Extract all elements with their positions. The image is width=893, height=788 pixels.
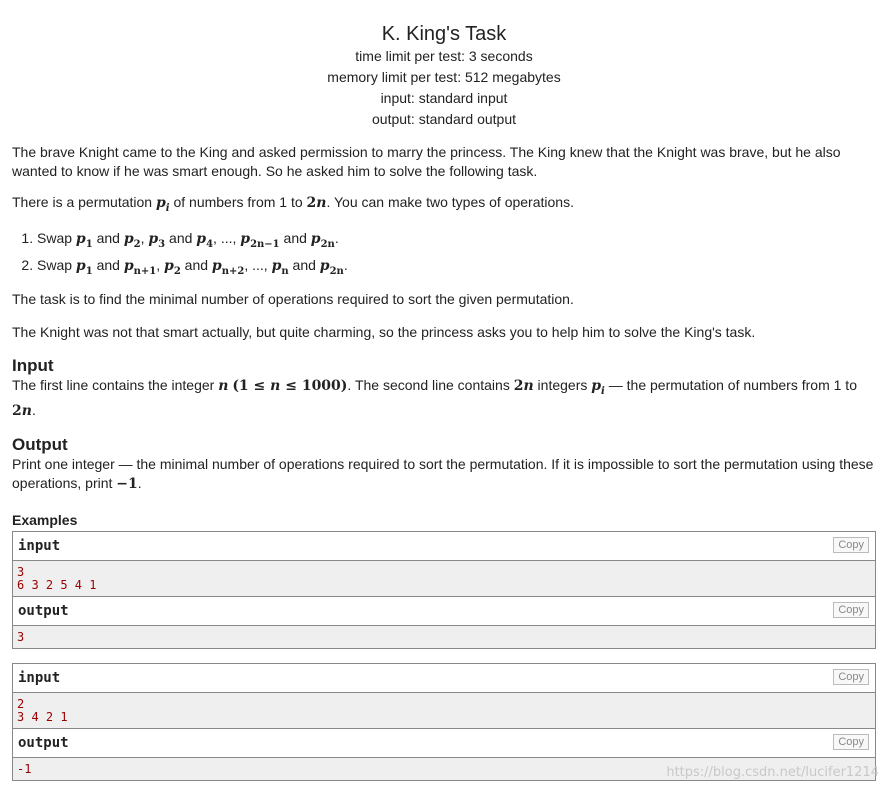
sample-2-input-line: 2 xyxy=(17,697,25,712)
sample-1-input-body xyxy=(13,561,875,597)
time-limit: time limit per test: 3 seconds xyxy=(355,48,533,64)
copy-button[interactable]: Copy xyxy=(833,669,869,685)
input-section-text: The first line contains the integer n (1 ≤ n ≤ 1000). The second line contains 2n integers $p_i$ — the permutation of numbers from 1 to 2n. xyxy=(12,377,857,420)
output-section-text: Print one integer — the minimal number of operations required to sort the permutation. If it is impossible to sort the permutation using these operations, print −1. xyxy=(12,456,874,493)
operations-list xyxy=(12,228,876,282)
statement-paragraph-2: There is a permutation $p_i$ of numbers from 1 to 2n. You can make two types of operations. xyxy=(12,194,574,214)
problem-title: K. King's Task xyxy=(381,23,507,45)
problem-header xyxy=(12,22,876,130)
operation-2: 2. Swap $p_1$ and $p_{n+1}$, $p_2$ and $p_{n+2}$, ..., $p_n$ and $p_{2n}$. xyxy=(37,255,876,282)
sample-2-input-label: input xyxy=(18,670,61,687)
sample-2-input-header xyxy=(13,664,875,693)
sample-2-output-label: output xyxy=(18,735,69,752)
sample-2-input-body xyxy=(13,693,875,729)
statement-paragraph-4: The Knight was not that smart actually, but quite charming, so the princess asks you to help him to solve the King's task. xyxy=(12,324,756,341)
output-section-title: Output xyxy=(12,435,68,455)
watermark: https://blog.csdn.net/lucifer1214 xyxy=(666,765,879,780)
sample-1-output-body xyxy=(13,626,875,648)
memory-limit: memory limit per test: 512 megabytes xyxy=(327,69,561,85)
operation-1: 1. Swap $p_1$ and $p_2$, $p_3$ and $p_4$, ..., $p_{2n-1}$ and $p_{2n}$. xyxy=(37,228,876,255)
sample-test-2 xyxy=(12,663,876,781)
sample-2-input-line: 3 4 2 1 xyxy=(17,710,68,725)
problem-page xyxy=(12,0,876,781)
sample-1-input-label: input xyxy=(18,538,61,555)
sample-2-output-header xyxy=(13,729,875,758)
sample-test-1 xyxy=(12,531,876,649)
input-section-title: Input xyxy=(12,356,54,376)
copy-button[interactable]: Copy xyxy=(833,537,869,553)
sample-1-input-line: 3 xyxy=(17,565,25,580)
copy-button[interactable]: Copy xyxy=(833,734,869,750)
sample-1-output-line: 3 xyxy=(17,630,25,645)
input-section xyxy=(12,356,876,421)
sample-1-input-line: 6 3 2 5 4 1 xyxy=(17,578,97,593)
input-file: input: standard input xyxy=(380,90,508,106)
sample-1-output-label: output xyxy=(18,603,69,620)
sample-1-input-header xyxy=(13,532,875,561)
sample-2-output-line: -1 xyxy=(17,762,32,777)
examples-title: Examples xyxy=(12,512,78,529)
output-section xyxy=(12,435,876,494)
sample-1-output-header xyxy=(13,597,875,626)
statement-paragraph-1: The brave Knight came to the King and asked permission to marry the princess. The King knew that the Knight was brave, but he also wanted to know if he was smart enough. So he asked him to solve the following task. xyxy=(12,144,841,179)
statement-paragraph-3: The task is to find the minimal number of operations required to sort the given permutation. xyxy=(12,291,574,308)
copy-button[interactable]: Copy xyxy=(833,602,869,618)
output-file: output: standard output xyxy=(372,111,516,127)
